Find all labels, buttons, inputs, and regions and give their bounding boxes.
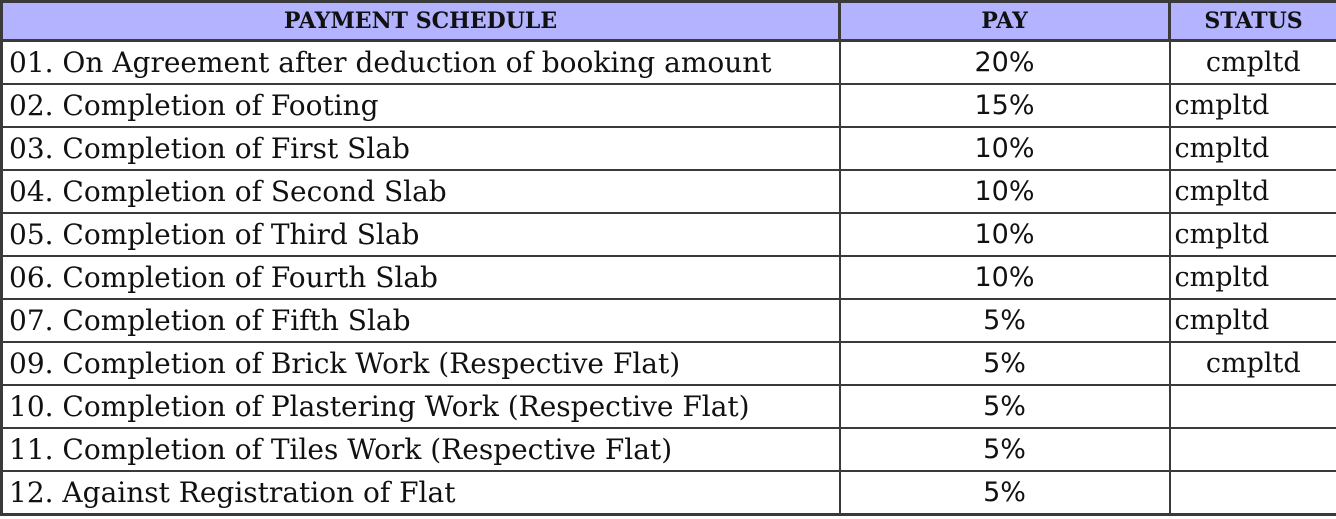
stage-cell: 01. On Agreement after deduction of booking amount bbox=[2, 41, 840, 84]
stage-cell: 02. Completion of Footing bbox=[2, 84, 840, 127]
pay-cell: 10% bbox=[840, 170, 1170, 213]
table-row bbox=[2, 385, 1336, 428]
table-row bbox=[2, 41, 1336, 84]
header-row bbox=[2, 2, 1336, 41]
stage-cell: 07. Completion of Fifth Slab bbox=[2, 299, 840, 342]
table-row bbox=[2, 471, 1336, 515]
status-cell: cmpltd bbox=[1170, 342, 1336, 385]
table-row bbox=[2, 213, 1336, 256]
status-cell bbox=[1170, 471, 1336, 515]
status-cell: cmpltd bbox=[1170, 41, 1336, 84]
header-payment-schedule: PAYMENT SCHEDULE bbox=[2, 2, 840, 41]
stage-cell: 12. Against Registration of Flat bbox=[2, 471, 840, 515]
pay-cell: 10% bbox=[840, 127, 1170, 170]
pay-cell: 5% bbox=[840, 385, 1170, 428]
pay-cell: 20% bbox=[840, 41, 1170, 84]
status-cell: cmpltd bbox=[1170, 213, 1336, 256]
status-cell: cmpltd bbox=[1170, 256, 1336, 299]
pay-cell: 5% bbox=[840, 428, 1170, 471]
table-row bbox=[2, 428, 1336, 471]
stage-cell: 03. Completion of First Slab bbox=[2, 127, 840, 170]
status-cell: cmpltd bbox=[1170, 170, 1336, 213]
table-row bbox=[2, 84, 1336, 127]
status-cell: cmpltd bbox=[1170, 299, 1336, 342]
table-row bbox=[2, 342, 1336, 385]
pay-cell: 15% bbox=[840, 84, 1170, 127]
table-row bbox=[2, 256, 1336, 299]
status-cell: cmpltd bbox=[1170, 84, 1336, 127]
pay-cell: 10% bbox=[840, 213, 1170, 256]
stage-cell: 06. Completion of Fourth Slab bbox=[2, 256, 840, 299]
pay-cell: 5% bbox=[840, 471, 1170, 515]
table-row bbox=[2, 299, 1336, 342]
pay-cell: 10% bbox=[840, 256, 1170, 299]
status-cell: cmpltd bbox=[1170, 127, 1336, 170]
stage-cell: 04. Completion of Second Slab bbox=[2, 170, 840, 213]
pay-cell: 5% bbox=[840, 342, 1170, 385]
table-row bbox=[2, 127, 1336, 170]
pay-cell: 5% bbox=[840, 299, 1170, 342]
header-status: STATUS bbox=[1170, 2, 1336, 41]
stage-cell: 11. Completion of Tiles Work (Respective Flat) bbox=[2, 428, 840, 471]
header-pay: PAY bbox=[840, 2, 1170, 41]
table-row bbox=[2, 170, 1336, 213]
stage-cell: 09. Completion of Brick Work (Respective Flat) bbox=[2, 342, 840, 385]
status-cell bbox=[1170, 385, 1336, 428]
stage-cell: 05. Completion of Third Slab bbox=[2, 213, 840, 256]
status-cell bbox=[1170, 428, 1336, 471]
stage-cell: 10. Completion of Plastering Work (Respective Flat) bbox=[2, 385, 840, 428]
